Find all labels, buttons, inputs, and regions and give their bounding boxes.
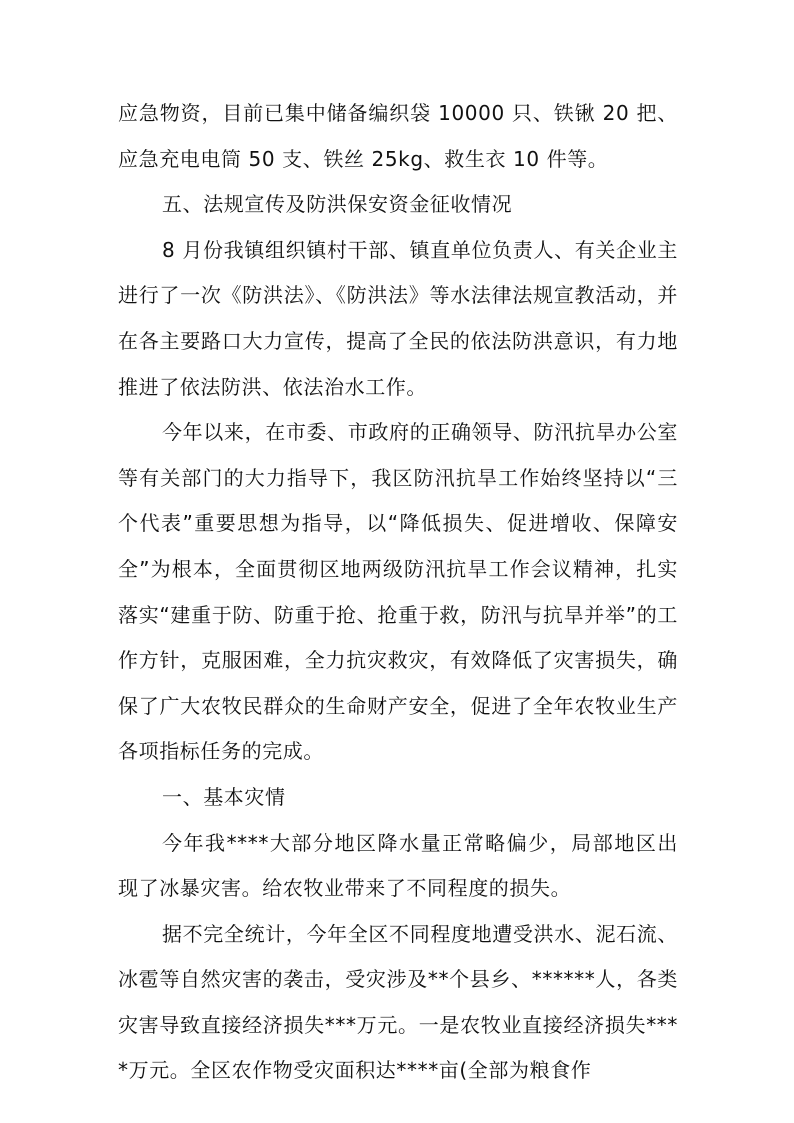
section-heading-basic-disaster: 一、基本灾情	[162, 784, 286, 809]
document-body	[118, 91, 678, 1094]
paragraph-law-publicity: 8 月份我镇组织镇村干部、镇直单位负责人、有关企业主进行了一次《防洪法》、《防洪法》等水法律法规宣教活动，并在各主要路口大力宣传，提高了全民的依法防洪意识，有力地推进了依法防洪、依法治水工作。	[118, 237, 678, 399]
paragraph-precipitation: 今年我****大部分地区降水量正常略偏少，局部地区出现了冰暴灾害。给农牧业带来了不同程度的损失。	[118, 830, 678, 901]
paragraph-annual-summary: 今年以来，在市委、市政府的正确领导、防汛抗旱办公室等有关部门的大力指导下，我区防汛抗旱工作始终坚持以“三个代表”重要思想为指导，以“降低损失、促进增收、保障安全”为根本，全面贯彻区地两级防汛抗旱工作会议精神，扎实落实“建重于防、防重于抢、抢重于救，防汛与抗旱并举”的工作方针，克服困难，全力抗灾救灾，有效降低了灾害损失，确保了广大农牧民群众的生命财产安全，促进了全年农牧业生产各项指标任务的完成。	[118, 420, 678, 764]
paragraph-emergency-supplies: 应急物资，目前已集中储备编织袋 10000 只、铁锹 20 把、应急充电电筒 50 支、铁丝 25kg、救生衣 10 件等。	[118, 101, 678, 171]
section-heading-regulations: 五、法规宣传及防洪保安资金征收情况	[162, 192, 513, 217]
paragraph-loss-statistics: 据不完全统计，今年全区不同程度地遭受洪水、泥石流、冰雹等自然灾害的袭击，受灾涉及**个县乡、******人，各类灾害导致直接经济损失***万元。一是农牧业直接经济损失****万元。全区农作物受灾面积达****亩(全部为粮食作	[118, 921, 678, 1083]
